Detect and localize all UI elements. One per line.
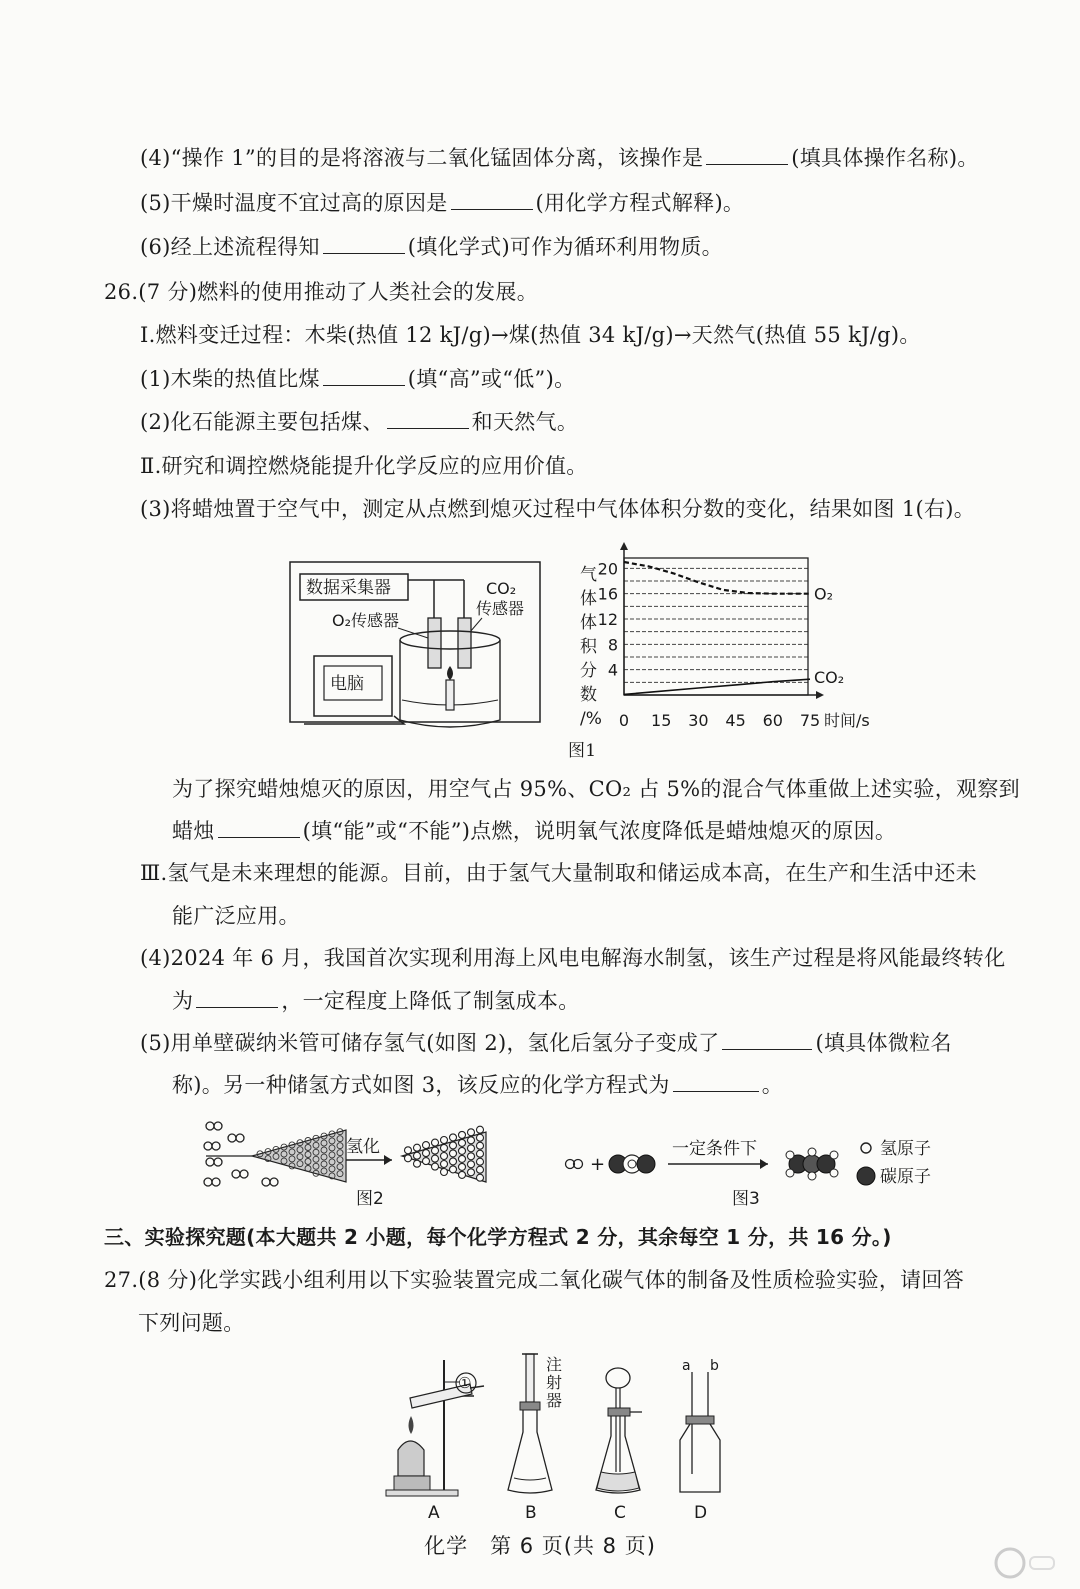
chart-ylabel-char: 气 [580,565,597,585]
q25-line6-hint: (填化学式)可作为循环利用物质。 [407,235,723,259]
q26-section-3b: 能广泛应用。 [172,904,300,928]
carbon-atom-legend: 碳原子 [880,1167,931,1187]
hydrogen-atom-dot [477,1174,484,1181]
chart-ylabel-char: 体 [580,589,597,609]
chart-y-tick-label: 20 [597,559,618,579]
answer-blank[interactable] [451,191,533,210]
hydrogen-atom-dot [423,1142,430,1149]
q26-q4a: (4)2024 年 6 月，我国首次实现利用海上风电电解海水制氢，该生产过程是将风能最终转化 [140,946,1006,970]
co2-sensor-label-2: 传感器 [476,599,525,618]
hydrogen-atom-dot [468,1169,475,1176]
q26-section-3a: Ⅲ.氢气是未来理想的能源。目前，由于氢气大量制取和储运成本高，在生产和生活中还未 [140,861,977,885]
chart-ylabel-char: /% [580,709,602,729]
q26-q5a-text: (5)用单壁碳纳米管可储存氢气(如图 2)，氢化后氢分子变成了 [140,1031,720,1055]
chart-x-tick-label: 60 [762,711,783,730]
hydrogen-atom-dot [459,1131,466,1138]
hydrogen-atom-dot [459,1171,466,1178]
chart-y-arrow-icon [620,542,628,550]
hydrogen-atom-dot [477,1150,484,1157]
computer-label: 电脑 [330,674,364,694]
q26-q5a [140,1028,952,1058]
q26-q5b [172,1070,783,1100]
figure2-caption: 图2 [356,1189,384,1209]
hydrogenation-label: 氢化 [346,1137,380,1157]
hydrogen-atom-dot [441,1137,448,1144]
hydrogen-atom-dot [432,1163,439,1170]
hydrogen-atom-dot [459,1155,466,1162]
co2-sensor-probe [458,618,471,668]
syringe-label-1: 注 [546,1355,563,1374]
hydrogen-atom-dot [423,1150,430,1157]
page-footer: 化学 第 6 页(共 8 页) [424,1534,656,1558]
hydrogen-atom-dot [414,1144,421,1151]
figure1-chart [572,540,872,735]
q25-line4-text: (4)“操作 1”的目的是将溶液与二氧化锰固体分离，该操作是 [140,146,704,170]
q26-q3c-hint: (填“能”或“不能”)点燃，说明氧气浓度降低是蜡烛熄灭的原因。 [302,819,897,843]
syringe-label-2: 射 [546,1373,563,1392]
apparatus-d-label: D [694,1503,708,1522]
chart-x-tick-label: 45 [725,711,746,730]
chart-series-label: O₂ [814,584,834,604]
chart-y-tick-label: 4 [607,660,618,680]
q26-q2-text: (2)化石能源主要包括煤、 [140,410,384,434]
adsorbed-hydrogen-atoms [405,1126,484,1181]
apparatus-figure [380,1350,740,1522]
q25-line4 [140,143,979,173]
reactant-molecule [609,1155,655,1173]
q26-q2-hint: 和天然气。 [471,410,579,434]
chart-x-tick-label: 75 [799,711,821,730]
hydrogen-atom-dot [459,1163,466,1170]
q26-q4b [172,986,580,1016]
hydrogen-atom-dot [459,1147,466,1154]
q26-q2 [140,407,578,437]
q26-q3c-text: 蜡烛 [172,819,215,843]
q26-q4b-text: 为 [172,989,194,1013]
answer-blank[interactable] [323,367,405,386]
figure1-caption: 图1 [568,741,597,761]
chart-series-label: CO₂ [814,668,845,688]
chart-ylabel-char: 分 [580,661,597,681]
q26-section-2: Ⅱ.研究和调控燃烧能提升化学反应的应用价值。 [140,454,588,478]
q26-title: 26.(7 分)燃料的使用推动了人类社会的发展。 [104,280,539,304]
chart-xlabel: 时间/s [824,711,870,730]
chart-y-tick-label: 8 [607,635,618,655]
hydrogen-atom-dot [441,1169,448,1176]
candle [446,680,454,710]
hydrogen-atom-dot [468,1161,475,1168]
q25-line5-text: (5)干燥时温度不宜过高的原因是 [140,191,448,215]
q26-q1 [140,364,575,394]
arrow-head-icon [760,1159,768,1169]
chart-axes [620,542,824,699]
q26-q5b-hint: 。 [761,1073,784,1097]
apparatus-b-label: B [525,1503,537,1522]
hydrogen-atom-dot [468,1129,475,1136]
co2-pointer [470,618,482,632]
apparatus-part-label: ① [458,1374,472,1392]
hydrogen-atom-dot [432,1147,439,1154]
co2-sensor-label-1: CO₂ [486,579,517,598]
hydrogen-atom-dot [450,1134,457,1141]
hydrogen-atom-dot [450,1166,457,1173]
chart-series-line-o2 [624,562,810,594]
hydrogen-atom-dot [432,1139,439,1146]
chart-y-tick-label: 16 [597,584,618,604]
q25-line6 [140,232,723,262]
answer-blank[interactable] [323,235,405,254]
hydrogen-atom-dot [441,1145,448,1152]
reaction-condition-label: 一定条件下 [672,1139,757,1159]
carbon-atom-legend-icon [857,1167,875,1185]
q25-line6-text: (6)经上述流程得知 [140,235,320,259]
chart-x-arrow-icon [816,691,824,699]
hydrogen-atom-dot [450,1142,457,1149]
chart-ylabel-char: 积 [580,637,597,657]
hydrogen-atom-dot [468,1145,475,1152]
hydrogen-atom-dot [459,1139,466,1146]
watermark-logo-icon [990,1543,1060,1583]
hydrogen-atom-dot [414,1152,421,1159]
candle-flame-icon [447,666,453,680]
o2-sensor-probe [428,618,441,668]
q26-q5a-hint: (填具体微粒名 [815,1031,952,1055]
q26-q4b-hint: ，一定程度上降低了制氢成本。 [281,989,580,1013]
section-3-heading: 三、实验探究题(本大题共 2 小题，每个化学方程式 2 分，其余每空 1 分，共 16 分。) [104,1225,892,1249]
hydrogen-atom-legend: 氢原子 [880,1139,931,1159]
hydrogen-atom-legend-icon [861,1143,871,1153]
figure1-apparatus [286,560,546,745]
figure3-reaction [560,1124,960,1214]
q27-line1: 27.(8 分)化学实践小组利用以下实验装置完成二氧化碳气体的制备及性质检验实验，请回答 [104,1268,965,1292]
hydrogen-atom-dot [405,1155,412,1162]
hydrogen-atom-dot [414,1160,421,1167]
apparatus-c-label: C [614,1503,626,1522]
computer-base [304,716,404,724]
product-molecule [786,1148,838,1180]
q26-q3c [172,816,896,846]
chart-series [624,562,844,694]
q26-q1-text: (1)木柴的热值比煤 [140,367,320,391]
q27-line2: 下列问题。 [138,1311,245,1335]
q25-line5-hint: (用化学方程式解释)。 [535,191,745,215]
jar-rim [400,631,500,649]
answer-blank[interactable] [196,989,278,1008]
hydrogen-atom-dot [441,1153,448,1160]
q26-q5b-text: 称)。另一种储氢方式如图 3，该反应的化学方程式为 [172,1073,670,1097]
answer-blank[interactable] [218,819,300,838]
q26-q3b: 为了探究蜡烛熄灭的原因，用空气占 95%、CO₂ 占 5%的混合气体重做上述实验，观察到 [172,777,1020,801]
chart-y-tick-label: 12 [597,610,618,629]
hydrogen-atom-dot [450,1150,457,1157]
answer-blank[interactable] [722,1031,812,1050]
hydrogen-atom-dot [405,1147,412,1154]
figure2-nanotube [196,1116,516,1211]
chart-grid [624,558,810,695]
syringe-label-3: 器 [546,1391,563,1410]
port-b-label: b [710,1358,719,1374]
chart-x-tick-label: 0 [618,711,630,730]
q26-q1-hint: (填“高”或“低”)。 [407,367,576,391]
hydrogen-atom-dot [468,1137,475,1144]
hydrogen-atom-dot [468,1153,475,1160]
apparatus-c [596,1368,642,1493]
hydrogen-atom-dot [477,1142,484,1149]
hydrogen-atom-dot [423,1158,430,1165]
chart-x-tick-label: 15 [651,711,672,730]
chart-series-line-co2 [624,679,810,694]
figure3-caption: 图3 [732,1189,760,1209]
q26-q3: (3)将蜡烛置于空气中，测定从点燃到熄灭过程中气体体积分数的变化，结果如图 1(右)。 [140,497,976,521]
q26-section-1: Ⅰ.燃料变迁过程：木柴(热值 12 kJ/g)→煤(热值 34 kJ/g)→天然气(热值 55 kJ/g)。 [140,323,921,347]
hydrogen-atom-dot [477,1166,484,1173]
chart-x-tick-label: 30 [688,711,709,730]
answer-blank[interactable] [387,410,469,429]
chart-ylabel-char: 体 [580,613,597,633]
apparatus-d [680,1372,720,1492]
hydrogen-atom-dot [477,1134,484,1141]
answer-blank[interactable] [673,1073,759,1092]
chart-frame [624,558,808,695]
hydrogen-atom-dot [450,1158,457,1165]
hydrogen-atom-dot [441,1161,448,1168]
arrow-head-icon [384,1155,392,1165]
chart-ylabel-char: 数 [580,685,597,705]
plus-sign: + [590,1154,606,1175]
q25-line4-hint: (填具体操作名称)。 [791,146,979,170]
port-a-label: a [682,1358,691,1374]
data-collector-label: 数据采集器 [306,578,391,598]
hydrogen-atom-dot [432,1155,439,1162]
q25-line5 [140,188,744,218]
hydrogen-atom-dot [477,1158,484,1165]
apparatus-a-label: A [428,1503,440,1522]
answer-blank[interactable] [706,146,788,165]
o2-sensor-label: O₂传感器 [332,611,400,630]
hydrogen-atom-dot [477,1126,484,1133]
